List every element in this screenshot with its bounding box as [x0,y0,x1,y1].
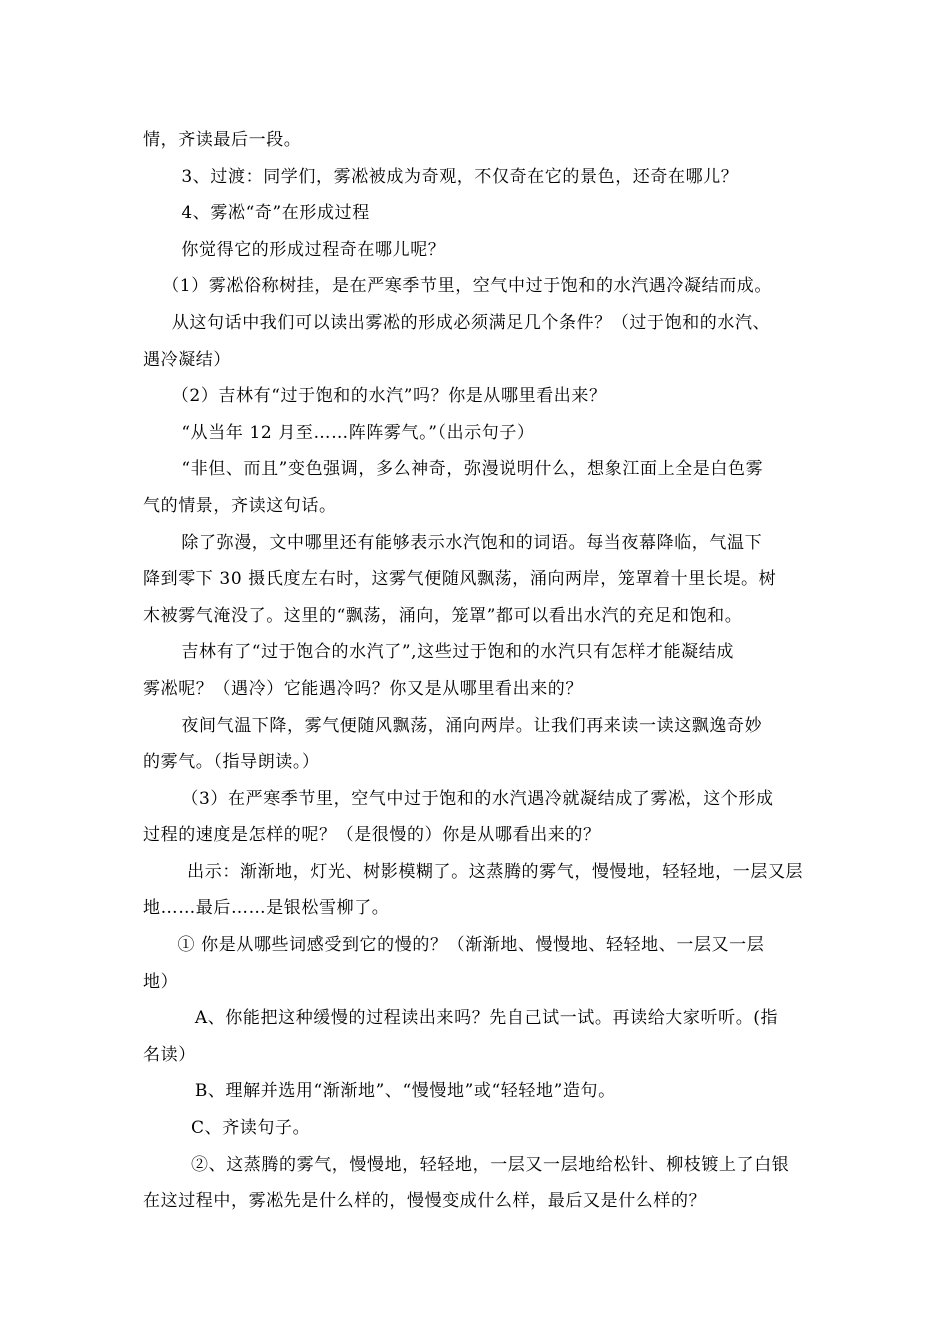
text-line: ① 你是从哪些词感受到它的慢的？（渐渐地、慢慢地、轻轻地、一层又一层 [177,935,765,956]
text-line: ②、这蒸腾的雾气，慢慢地，轻轻地，一层又一层地给松针、柳枝镀上了白银 [191,1154,790,1175]
text-line: 除了弥漫，文中哪里还有能够表示水汽饱和的词语。每当夜幕降临，气温下 [181,532,763,553]
text-line: “从当年 12 月至……阵阵雾气。”（出示句子） [181,422,535,443]
text-line: 出示：渐渐地，灯光、树影模糊了。这蒸腾的雾气，慢慢地，轻轻地，一层又层 [187,861,804,882]
text-line: 气的情景，齐读这句话。 [143,495,337,516]
text-line: 地……最后……是银松雪柳了。 [143,898,390,919]
text-line: 降到零下 30 摄氏度左右时，这雾气便随风飘荡，涌向两岸，笼罩着十里长堤。树 [143,569,777,590]
text-line: 遇冷凝结） [143,349,231,370]
text-line: “非但、而且”变色强调，多么神奇，弥漫说明什么，想象江面上全是白色雾 [181,459,764,480]
text-line: （1）雾凇俗称树挂，是在严寒季节里，空气中过于饱和的水汽遇冷凝结而成。 [162,276,773,297]
document-body [143,122,818,1220]
text-line: 在这过程中，雾凇先是什么样的，慢慢变成什么样，最后又是什么样的？ [143,1191,707,1212]
text-line: 过程的速度是怎样的呢？（是很慢的）你是从哪看出来的？ [143,825,601,846]
text-line: （2）吉林有“过于饱和的水汽”吗？你是从哪里看出来？ [171,386,607,407]
text-line: 名读） [143,1044,196,1065]
text-line: 雾凇呢？（遇冷）它能遇冷吗？你又是从哪里看出来的？ [143,678,583,699]
text-line: （3）在严寒季节里，空气中过于饱和的水汽遇冷就凝结成了雾凇，这个形成 [181,788,774,809]
text-line: A、你能把这种缓慢的过程读出来吗？先自己试一试。再读给大家听听。(指 [194,1008,779,1029]
text-line: 4、雾凇“奇”在形成过程 [181,203,370,224]
text-line: 你觉得它的形成过程奇在哪儿呢？ [181,239,446,260]
text-line: 3、过渡：同学们，雾凇被成为奇观，不仅奇在它的景色，还奇在哪儿？ [181,166,739,187]
text-line: 吉林有了“过于饱合的水汽了”,这些过于饱和的水汽只有怎样才能凝结成 [181,642,734,663]
text-line: 的雾气。（指导朗读。） [143,752,320,773]
text-line: 地） [143,971,179,992]
text-line: B、理解并选用“渐渐地”、“慢慢地”或“轻轻地”造句。 [194,1081,616,1102]
text-line: 木被雾气淹没了。这里的“飘荡，涌向，笼罩”都可以看出水汽的充足和饱和。 [143,605,743,626]
text-line: 情，齐读最后一段。 [143,130,302,150]
text-line: 从这句话中我们可以读出雾凇的形成必须满足几个条件？（过于饱和的水汽、 [171,312,771,333]
text-line: C、齐读句子。 [191,1118,311,1139]
text-line: 夜间气温下降，雾气便随风飘荡，涌向两岸。让我们再来读一读这飘逸奇妙 [181,715,763,736]
